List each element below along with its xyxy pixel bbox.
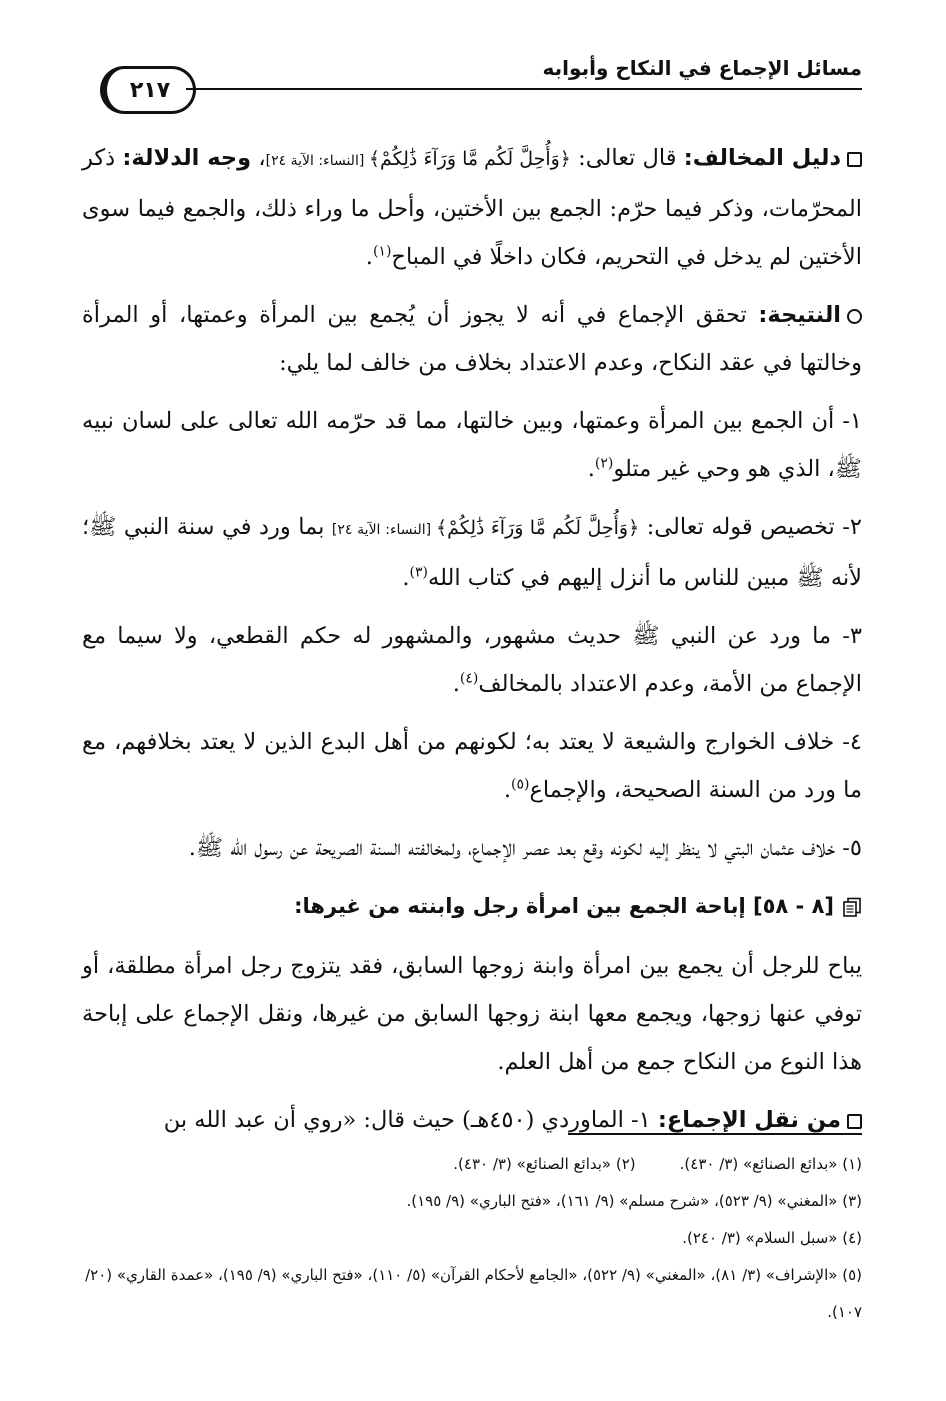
text: قال تعالى: [570,145,684,171]
text: بما ورد في سنة النبي ﷺ؛ لأنه ﷺ مبين للناس ما أنزل إليهم في كتاب الله [82,514,862,591]
label-opponent-evidence: دليل المخالف: [683,145,842,171]
text: . [402,565,410,591]
footnote-ref-3[interactable]: (٣) [409,564,429,581]
documents-icon [842,897,862,917]
circle-bullet-icon [847,309,862,324]
paragraph-opponent-evidence [82,134,862,281]
label-evidence-aspect: وجه الدلالة: [122,145,252,171]
main-text [82,134,862,1154]
verse-source: [النساء: الآية ٢٤] [331,522,436,538]
footnote-ref-1[interactable]: (١) [372,243,392,260]
footnote-4: (٤) «سبل السلام» (٣/ ٢٤٠). [682,1229,862,1247]
page-number-frame [100,66,196,114]
quran-verse: ﴿وَأُحِلَّ لَكُم مَّا وَرَآءَ ذَٰلِكُمْ﴾ [368,148,571,170]
running-title: مسائل الإجماع في النكاح وأبوابه [542,56,862,80]
text: ١- الماوردي (٤٥٠هـ) حيث قال: «روي أن عبد الله بن [163,1107,658,1133]
footnotes [82,1146,862,1331]
page-number: ٢١٧ [129,77,171,103]
paragraph-permission [82,942,862,1086]
paragraph-point-5 [82,824,862,872]
footnote-5: (٥) «الإشراف» (٣/ ٨١)، «المغني» (٩/ ٥٢٢)، «الجامع لأحكام القرآن» (٥/ ١١٠)، «فتح الباري» (٩/ ١٩٥)، «عمدة القاري» (٢٠/ ١٠٧). [85,1266,862,1321]
text: يباح للرجل أن يجمع بين امرأة وابنة زوجها السابق، فقد يتزوج رجل امرأة مطلقة، أو توفي عنها زوجها، ويجمع معها ابنة زوجها السابق من غيرها، ونقل الإجماع على إباحة هذا النوع من النكاح جمع من أهل العلم. [82,953,862,1075]
footnote-ref-2[interactable]: (٢) [594,455,614,472]
text: تحقق الإجماع في أنه لا يجوز أن يُجمع بين المرأة وعمتها، أو المرأة وخالتها في عقد النكاح، وعدم الاعتداد بخلاف من خالف لما يلي: [82,302,862,376]
text: ذكر المحرّمات، وذكر فيما حرّم: الجمع بين الأختين، وأحل ما وراء ذلك، والجمع فيما سوى الأختين لم يدخل في التحريم، فكان داخلًا في المباح [82,145,862,270]
text: . [365,244,373,270]
paragraph-point-1 [82,397,862,493]
text: . [587,456,595,482]
square-bullet-icon [847,152,862,167]
footnote-ref-4[interactable]: (٤) [459,670,479,687]
text: ٣- ما ورد عن النبي ﷺ حديث مشهور، والمشهور له حكم القطعي، ولا سيما مع الإجماع من الأمة، وعدم الاعتداد بالمخالف [82,623,862,697]
text: ٤- خلاف الخوارج والشيعة لا يعتد به؛ لكونهم من أهل البدع الذين لا يعتد بخلافهم، مع ما ورد من السنة الصحيحة، والإجماع [82,729,862,803]
header-rule [186,88,862,90]
footnote-3: (٣) «المغني» (٩/ ٥٢٣)، «شرح مسلم» (٩/ ١٦١)، «فتح الباري» (٩/ ١٩٥). [406,1192,862,1210]
section-heading [82,886,862,926]
footnote-2: (٢) «بدائع الصنائع» (٣/ ٤٣٠). [453,1155,636,1173]
paragraph-point-4 [82,718,862,814]
paragraph-consensus-transmitters [82,1096,862,1144]
text: ، [251,145,266,171]
label-result: النتيجة: [758,302,841,328]
paragraph-point-2 [82,503,862,602]
footnote-rule [568,1133,862,1135]
quran-verse: ﴿وَأُحِلَّ لَكُم مَّا وَرَآءَ ذَٰلِكُمْ﴾ [435,517,640,539]
paragraph-point-3 [82,612,862,708]
label-consensus-transmitters: من نقل الإجماع: [657,1107,841,1133]
text: ٢- تخصيص قوله تعالى: [639,514,863,540]
text: . [503,777,511,803]
footnote-1: (١) «بدائع الصنائع» (٣/ ٤٣٠). [679,1155,862,1173]
text: ٥- خلاف عثمان البتي لا ينظر إليه لكونه وقع بعد عصر الإجماع، ولمخالفته السنة الصريحة عن رسول الله ﷺ. [188,835,862,861]
footnote-line [82,1146,862,1183]
text: . [452,671,460,697]
section-heading-text: [٨ - ٥٨] إباحة الجمع بين امرأة رجل وابنته من غيرها: [294,894,834,918]
text: ١- أن الجمع بين المرأة وعمتها، وبين خالتها، مما قد حرّمه الله تعالى على لسان نبيه ﷺ، الذي هو وحي غير متلو [82,408,862,482]
square-bullet-icon [847,1114,862,1129]
paragraph-result [82,291,862,387]
verse-source: [النساء: الآية ٢٤] [265,153,369,169]
footnote-ref-5[interactable]: (٥) [510,776,530,793]
